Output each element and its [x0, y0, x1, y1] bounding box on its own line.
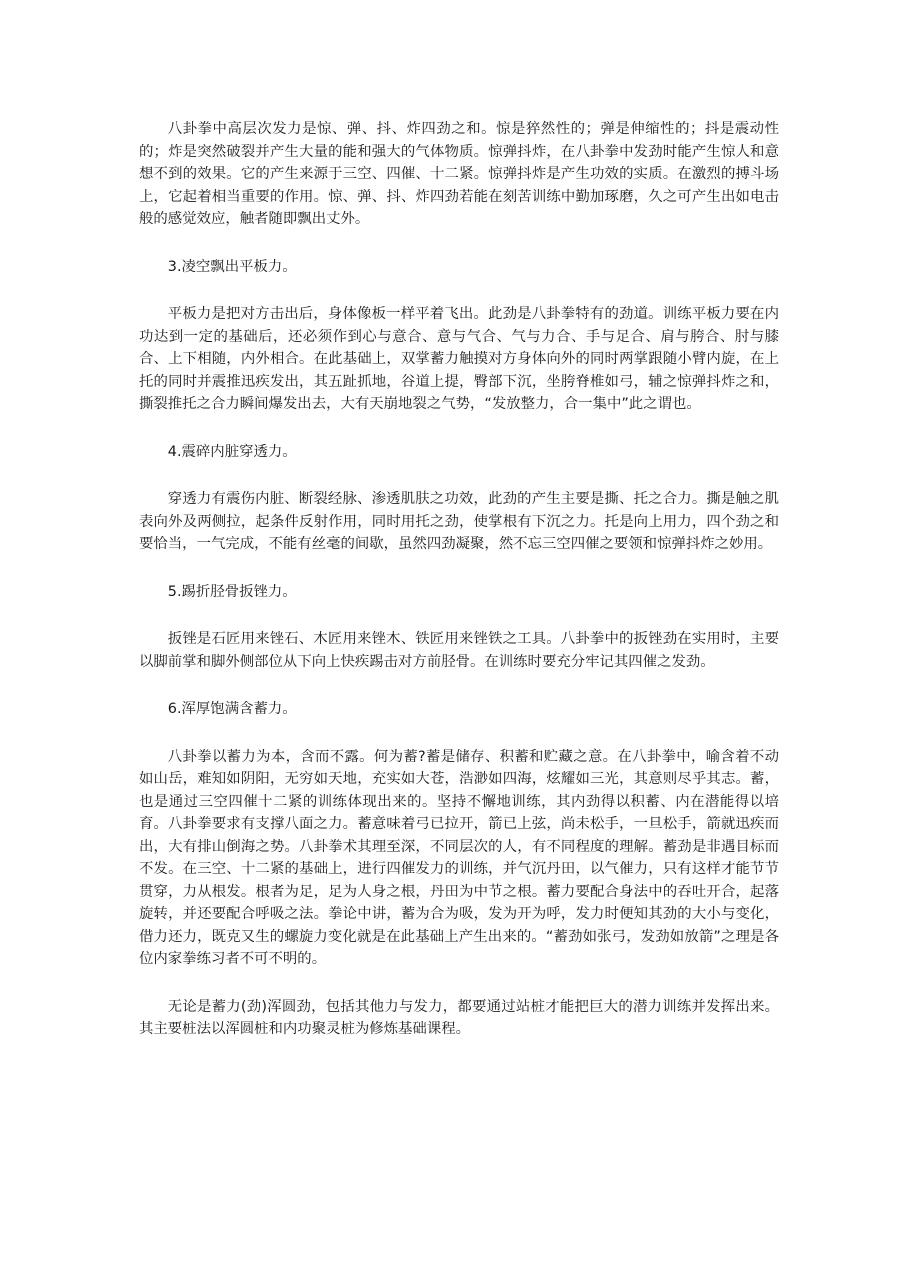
paragraph-bancuo: 扳锉是石匠用来锉石、木匠用来锉木、铁匠用来锉铁之工具。八卦拳中的扳锉劲在实用时，主要以脚前掌和脚外侧部位从下向上快疾踢击对方前胫骨。在训练时要充分牢记其四催之发劲。	[139, 631, 779, 670]
section-heading-5: 5.踢折胫骨扳锉力。	[167, 583, 297, 600]
paragraph-chuantou: 穿透力有震伤内脏、断裂经脉、渗透肌肤之功效，此劲的产生主要是撕、托之合力。撕是触之肌表向外及两侧拉，起条件反射作用，同时用托之劲，使掌根有下沉之力。托是向上用力，四个劲之和要恰当，一气完成，不能有丝毫的间歇，虽然四劲凝聚，然不忘三空四催之要领和惊弹抖炸之妙用。	[139, 491, 779, 552]
paragraph-hanxu: 八卦拳以蓄力为本，含而不露。何为蓄?蓄是储存、积蓄和贮藏之意。在八卦拳中，喻含着不动如山岳，难知如阴阳，无穷如天地，充实如大苍，浩渺如四海，炫耀如三光，其意则尽乎其志。蓄，也是通过三空四催十二紧的训练体现出来的。坚持不懈地训练，其内劲得以积蓄、内在潜能得以培育。八卦拳要求有支撑八面之力。蓄意味着弓已拉开，箭已上弦，尚未松手，一旦松手，箭就迅疾而出，大有排山倒海之势。八卦拳术其理至深，不同层次的人，有不同程度的理解。蓄劲是非遇目标而不发。在三空、十二紧的基础上，进行四催发力的训练，并气沉丹田，以气催力，只有这样才能节节贯穿，力从根发。根者为足，足为人身之根，丹田为中节之根。蓄力要配合身法中的吞吐开合，起落旋转，并还要配合呼吸之法。拳论中讲，蓄为合为吸，发为开为呼，发力时便知其劲的大小与变化，借力还力，既克又生的螺旋力变化就是在此基础上产生出来的。“蓄劲如张弓，发劲如放箭”之理是各位内家拳练习者不可不明的。	[139, 748, 779, 967]
paragraph-pingban: 平板力是把对方击出后，身体像板一样平着飞出。此劲是八卦拳特有的劲道。训练平板力要在内功达到一定的基础后，还必须作到心与意合、意与气合、气与力合、手与足合、肩与胯合、肘与膝合、上下相随，内外相合。在此基础上，双掌蓄力触摸对方身体向外的同时两掌跟随小臂内旋，在上托的同时并震推迅疾发出，其五趾抓地，谷道上提，臀部下沉，坐胯脊椎如弓，辅之惊弹抖炸之和，撕裂推托之合力瞬间爆发出去，大有天崩地裂之气势，“发放整力，合一集中”此之谓也。	[139, 306, 779, 412]
section-heading-4: 4.震碎内脏穿透力。	[167, 443, 297, 460]
paragraph-intro: 八卦拳中高层次发力是惊、弹、抖、炸四劲之和。惊是猝然性的；弹是伸缩性的；抖是震动性的；炸是突然破裂并产生大量的能和强大的气体物质。惊弹抖炸，在八卦拳中发劲时能产生惊人和意想不到的效果。它的产生来源于三空、四催、十二紧。惊弹抖炸是产生功效的实质。在激烈的搏斗场上，它起着相当重要的作用。惊、弹、抖、炸四劲若能在刻苦训练中勤加琢磨，久之可产生出如电击般的感觉效应，触者随即飘出丈外。	[139, 121, 779, 227]
paragraph-zhanzhuang: 无论是蓄力(劲)浑圆劲，包括其他力与发力，都要通过站桩才能把巨大的潜力训练并发挥出来。其主要桩法以浑圆桩和内功聚灵桩为修炼基础课程。	[139, 998, 779, 1037]
section-heading-3: 3.凌空飘出平板力。	[167, 258, 297, 275]
document-body	[139, 118, 779, 1041]
section-heading-6: 6.浑厚饱满含蓄力。	[167, 701, 297, 717]
